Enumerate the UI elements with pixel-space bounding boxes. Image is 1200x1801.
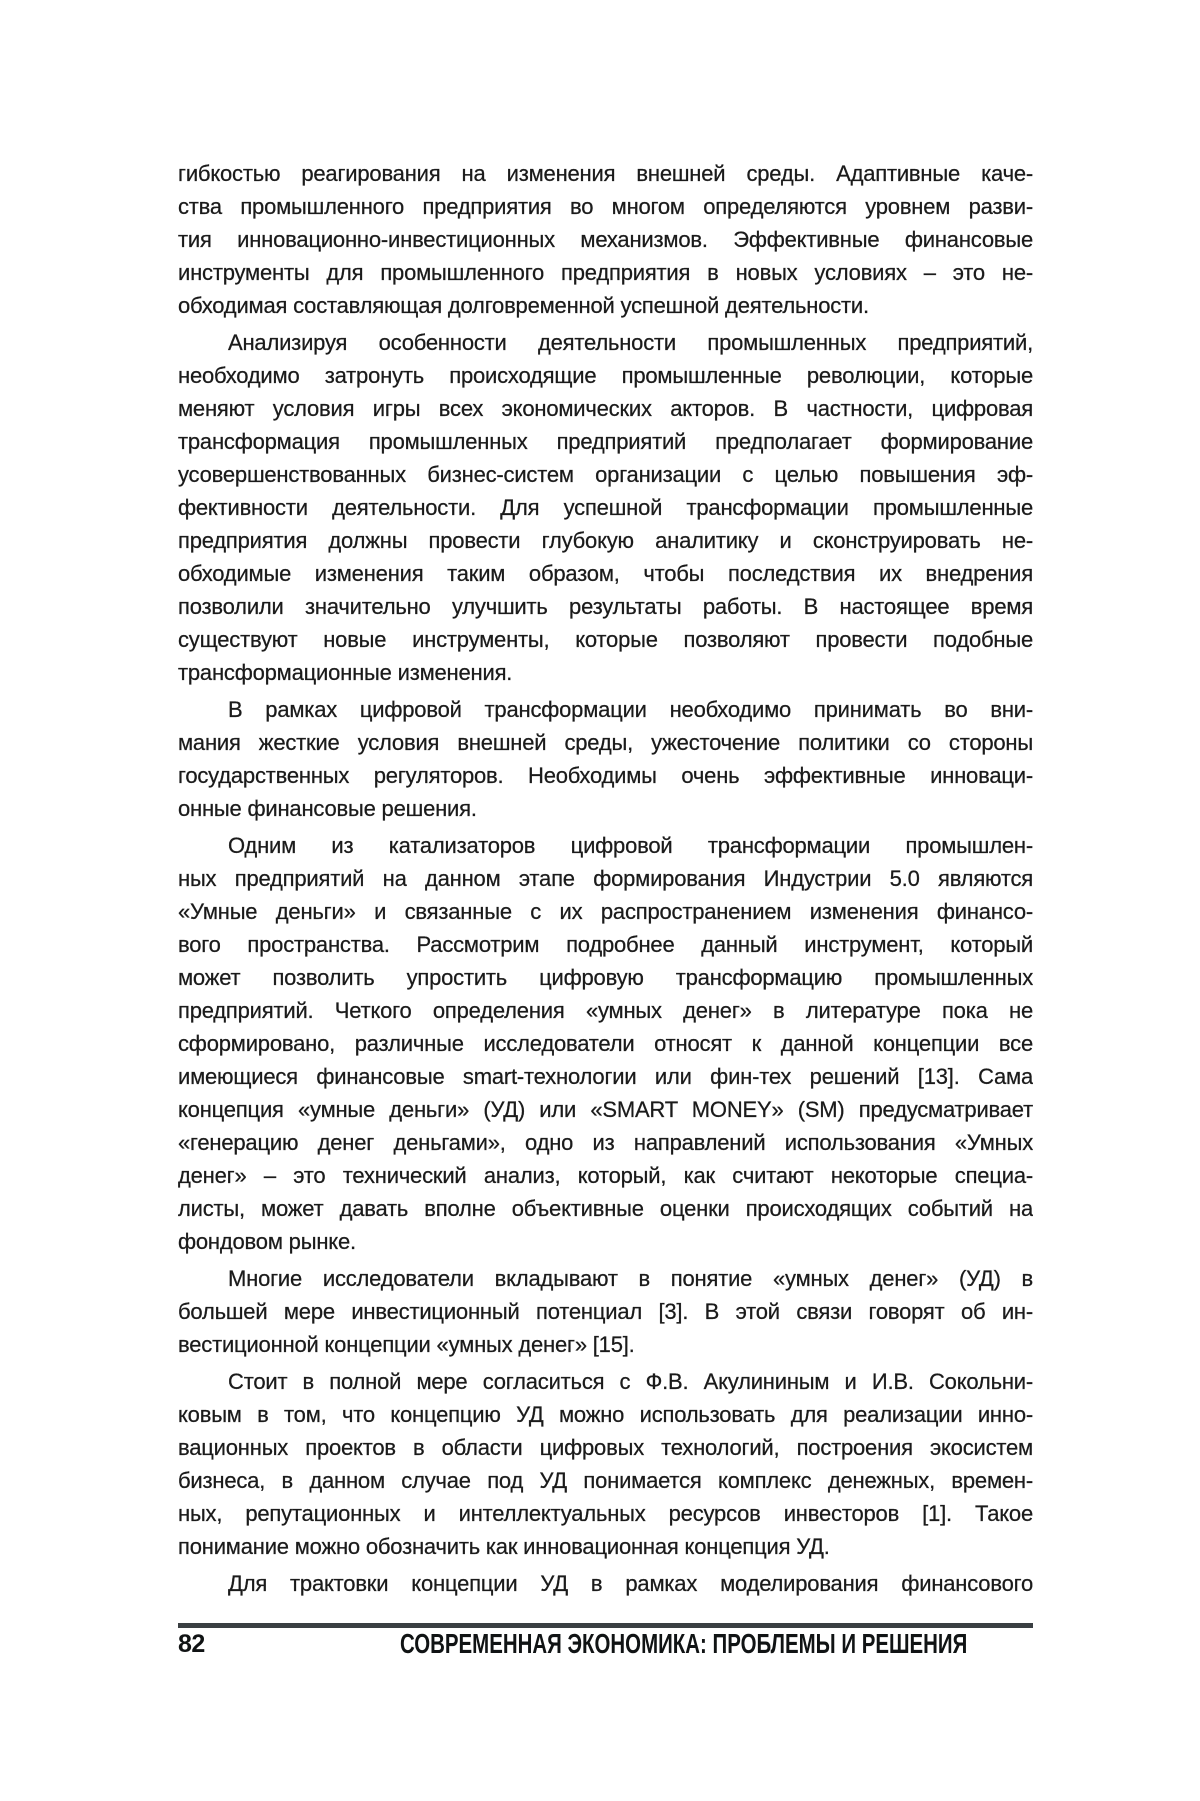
text-line: «генерацию денег деньгами», одно из направлений использования «Умных bbox=[178, 1130, 1033, 1155]
text-line: трансформационные изменения. bbox=[178, 660, 513, 685]
text-line: тия инновационно-инвестиционных механизмов. Эффективные финансовые bbox=[178, 227, 1033, 252]
text-line: вестиционной концепции «умных денег» [15]. bbox=[178, 1332, 635, 1357]
text-line: обходимые изменения таким образом, чтобы последствия их внедрения bbox=[178, 561, 1033, 586]
text-line: ных, репутационных и интеллектуальных ресурсов инвесторов [1]. Такое bbox=[178, 1501, 1033, 1526]
text-line: Для трактовки концепции УД в рамках моделирования финансового bbox=[228, 1571, 1033, 1596]
text-line: усовершенствованных бизнес-систем организации с целью повышения эф- bbox=[178, 462, 1033, 487]
text-line: фективности деятельности. Для успешной трансформации промышленные bbox=[178, 495, 1033, 520]
text-line: предприятий. Четкого определения «умных денег» в литературе пока не bbox=[178, 998, 1033, 1023]
text-line: имеющиеся финансовые smart-технологии или фин-тех решений [13]. Сама bbox=[178, 1064, 1033, 1089]
text-line: государственных регуляторов. Необходимы очень эффективные инноваци- bbox=[178, 763, 1033, 788]
text-line: ных предприятий на данном этапе формирования Индустрии 5.0 являются bbox=[178, 866, 1033, 891]
text-line: мания жесткие условия внешней среды, ужесточение политики со стороны bbox=[178, 730, 1033, 755]
text-line: существуют новые инструменты, которые позволяют провести подобные bbox=[178, 627, 1033, 652]
text-line: «Умные деньги» и связанные с их распространением изменения финансо- bbox=[178, 899, 1033, 924]
page-number: 82 bbox=[178, 1630, 205, 1658]
text-line: необходимо затронуть происходящие промышленные революции, которые bbox=[178, 363, 1033, 388]
text-block bbox=[178, 157, 1033, 1600]
text-line: меняют условия игры всех экономических акторов. В частности, цифровая bbox=[178, 396, 1033, 421]
text-line: концепция «умные деньги» (УД) или «SMART MONEY» (SM) предусматривает bbox=[178, 1097, 1033, 1122]
text-line: Многие исследователи вкладывают в понятие «умных денег» (УД) в bbox=[228, 1266, 1033, 1291]
text-line: сформировано, различные исследователи относят к данной концепции все bbox=[178, 1031, 1033, 1056]
text-line: трансформация промышленных предприятий предполагает формирование bbox=[178, 429, 1033, 454]
text-line: вого пространства. Рассмотрим подробнее данный инструмент, который bbox=[178, 932, 1033, 957]
text-line: вационных проектов в области цифровых технологий, построения экосистем bbox=[178, 1435, 1033, 1460]
text-line: Стоит в полной мере согласиться с Ф.В. Акулининым и И.В. Сокольни- bbox=[228, 1369, 1033, 1394]
text-line: понимание можно обозначить как инновационная концепция УД. bbox=[178, 1534, 830, 1559]
text-line: денег» – это технический анализ, который, как считают некоторые специа- bbox=[178, 1163, 1033, 1188]
text-line: листы, может давать вполне объективные оценки происходящих событий на bbox=[178, 1196, 1033, 1221]
text-line: обходимая составляющая долговременной успешной деятельности. bbox=[178, 293, 869, 318]
text-line: гибкостью реагирования на изменения внешней среды. Адаптивные каче- bbox=[178, 161, 1033, 186]
text-line: ковым в том, что концепцию УД можно использовать для реализации инно- bbox=[178, 1402, 1033, 1427]
text-line: предприятия должны провести глубокую аналитику и сконструировать не- bbox=[178, 528, 1033, 553]
text-line: Одним из катализаторов цифровой трансформации промышлен- bbox=[228, 833, 1033, 858]
text-line: Анализируя особенности деятельности промышленных предприятий, bbox=[228, 330, 1033, 355]
journal-title: СОВРЕМЕННАЯ ЭКОНОМИКА: ПРОБЛЕМЫ И РЕШЕНИЯ bbox=[400, 1628, 968, 1659]
text-line: бизнеса, в данном случае под УД понимается комплекс денежных, времен- bbox=[178, 1468, 1033, 1493]
text-line: В рамках цифровой трансформации необходимо принимать во вни- bbox=[228, 697, 1033, 722]
text-line: может позволить упростить цифровую трансформацию промышленных bbox=[178, 965, 1033, 990]
text-line: инструменты для промышленного предприятия в новых условиях – это не- bbox=[178, 260, 1033, 285]
text-line: фондовом рынке. bbox=[178, 1229, 356, 1254]
text-line: ства промышленного предприятия во многом определяются уровнем разви- bbox=[178, 194, 1033, 219]
text-line: онные финансовые решения. bbox=[178, 796, 477, 821]
text-line: большей мере инвестиционный потенциал [3]. В этой связи говорят об ин- bbox=[178, 1299, 1033, 1324]
text-line: позволили значительно улучшить результаты работы. В настоящее время bbox=[178, 594, 1033, 619]
